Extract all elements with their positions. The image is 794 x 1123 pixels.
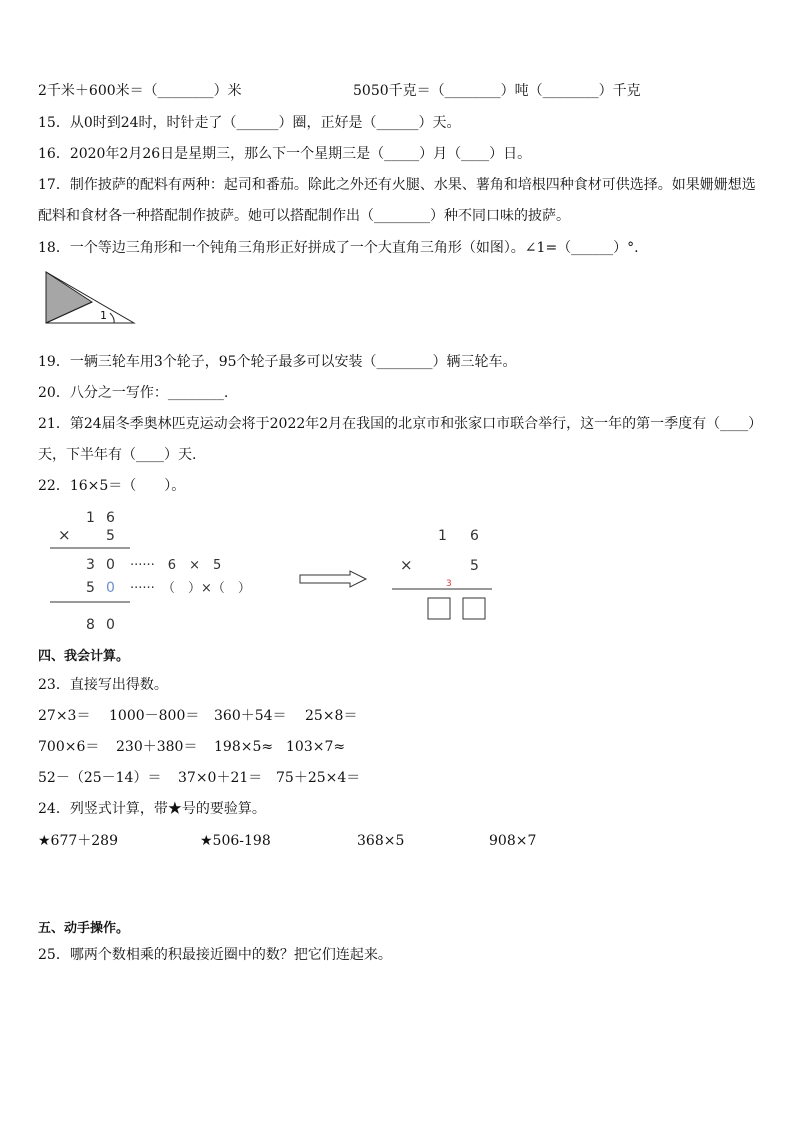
calc-11: 75＋25×4＝ — [276, 770, 361, 786]
answer-box-1[interactable] — [428, 598, 450, 619]
partial-2-digit-2-blue: 0 — [106, 580, 115, 596]
question-22: 22．16×5＝（ ）。 — [38, 478, 186, 494]
question-21-line1: 21．第24届冬季奥林匹克运动会将于2022年2月在我国的北京市和张家口市联合举行，这一年的第一季度有（____） — [38, 416, 763, 432]
partial-1-digit-1: 3 — [86, 557, 95, 573]
question-15: 15．从0时到24时，时针走了（______）圈，正好是（______）天。 — [38, 115, 461, 131]
note-dots: ······ — [130, 581, 155, 596]
right-top-digit-2: 6 — [470, 528, 479, 544]
question-21-line2: 天，下半年有（____）天. — [38, 447, 197, 463]
triangle-figure — [40, 268, 140, 328]
calc-2: 1000－800＝ — [109, 708, 200, 724]
right-times-sign: × — [400, 556, 413, 574]
question-20: 20．八分之一写作：________. — [38, 385, 229, 401]
multiplication-diagram — [40, 500, 510, 640]
q14-right: 5050千克＝（________）吨（________）千克 — [353, 83, 641, 99]
calc-4: 25×8＝ — [305, 708, 358, 724]
section-4-title: 四、我会计算。 — [38, 649, 130, 664]
answer-box-2[interactable] — [463, 598, 485, 619]
right-top-digit-1: 1 — [438, 528, 447, 544]
calc-8: 103×7≈ — [286, 739, 346, 755]
partial-1-digit-2: 0 — [106, 557, 115, 573]
calc-3: 360＋54＝ — [214, 708, 287, 724]
sum-digit-2: 0 — [106, 617, 115, 633]
vertical-calc-1: ★677＋289 — [38, 833, 118, 849]
question-17-line1: 17．制作披萨的配料有两种：起司和番茄。除此之外还有火腿、水果、薯角和培根四种食材可供选择。如果姗姗想选 — [38, 177, 756, 193]
calc-6: 230＋380＝ — [116, 739, 198, 755]
note-blank-times-blank: （ ）×（ ） — [162, 581, 251, 596]
question-18: 18．一个等边三角形和一个钝角三角形正好拼成了一个大直角三角形（如图）。∠1=（______）°. — [38, 240, 639, 256]
section-5-title: 五、动手操作。 — [38, 921, 130, 936]
vertical-calc-4: 908×7 — [489, 833, 537, 849]
left-top-digit-1: 1 — [86, 510, 95, 526]
question-25: 25．哪两个数相乘的积最接近圈中的数？把它们连起来。 — [38, 947, 392, 963]
sum-digit-1: 8 — [86, 617, 95, 633]
calc-5: 700×6＝ — [38, 739, 100, 755]
note-six-times-five: ······ 6 × 5 — [130, 558, 222, 573]
question-16: 16．2020年2月26日是星期三，那么下一个星期三是（_____）月（____）日。 — [38, 146, 532, 162]
arrow-icon — [300, 571, 366, 587]
angle-1-label: 1 — [100, 309, 107, 322]
question-23: 23．直接写出得数。 — [38, 677, 168, 693]
right-bottom-digit: 5 — [470, 558, 479, 574]
question-19: 19．一辆三轮车用3个轮子，95个轮子最多可以安装（________）辆三轮车。 — [38, 354, 517, 370]
vertical-calc-3: 368×5 — [357, 833, 405, 849]
equilateral-triangle — [46, 272, 92, 323]
carry-digit-red: 3 — [446, 579, 452, 589]
calc-9: 52－（25－14）＝ — [38, 770, 162, 786]
calc-1: 27×3＝ — [38, 708, 91, 724]
q14-left: 2千米＋600米＝（________）米 — [38, 83, 242, 99]
left-bottom-digit: 5 — [106, 528, 115, 544]
left-top-digit-2: 6 — [106, 510, 115, 526]
angle-arc — [110, 313, 114, 323]
partial-2-digit-1: 5 — [86, 580, 95, 596]
question-17-line2: 配料和食材各一种搭配制作披萨。她可以搭配制作出（________）种不同口味的披萨。 — [38, 208, 570, 224]
question-24: 24．列竖式计算，带★号的要验算。 — [38, 801, 266, 817]
calc-7: 198×5≈ — [214, 739, 274, 755]
left-times-sign: × — [58, 526, 71, 544]
vertical-calc-2: ★506-198 — [200, 833, 271, 849]
calc-10: 37×0＋21＝ — [178, 770, 263, 786]
